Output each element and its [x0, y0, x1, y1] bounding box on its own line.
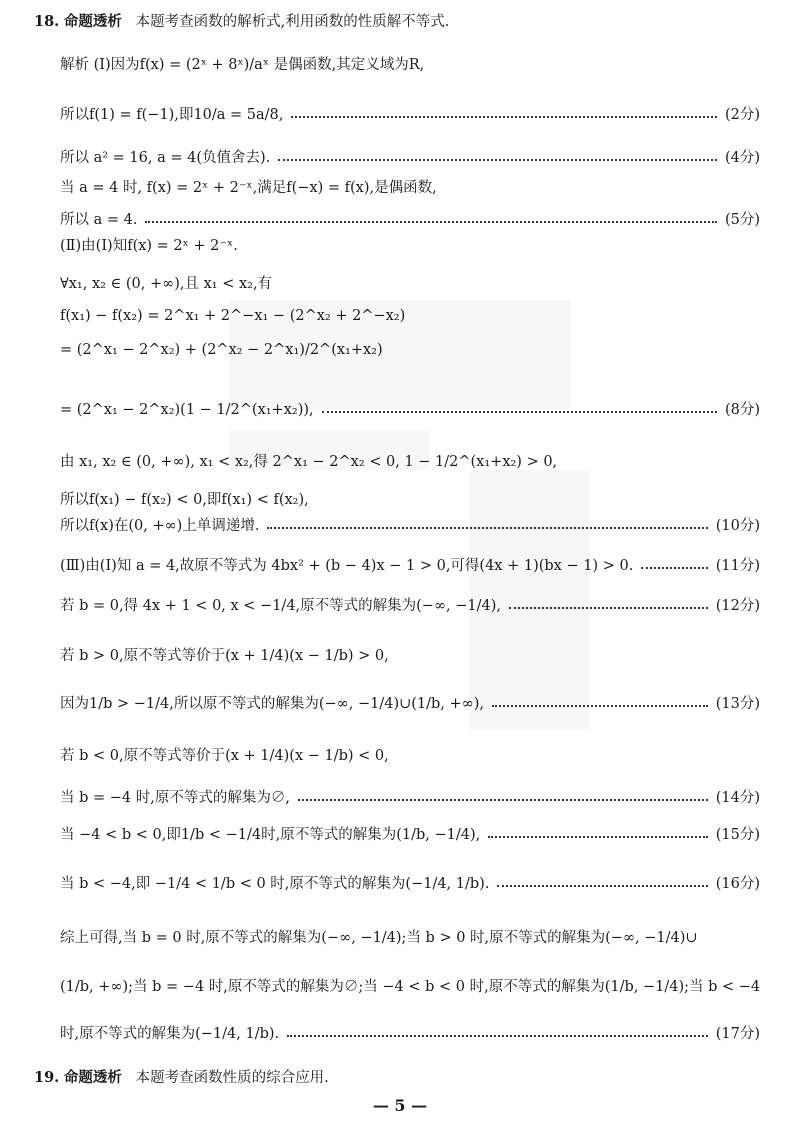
dot-leader: [492, 705, 708, 707]
solution-line: [60, 556, 760, 576]
score-label: (17分): [715, 1026, 760, 1042]
solution-text: (1/b, +∞);当 b = −4 时,原不等式的解集为∅;当 −4 < b < 0 时,原不等式的解集为(1/b, −1/4);当 b < −4: [60, 979, 761, 995]
solution-text: 时,原不等式的解集为(−1/4, 1/b).: [60, 1026, 280, 1042]
dot-leader: [287, 1035, 708, 1037]
score-label: (10分): [715, 518, 760, 534]
solution-line: [60, 977, 760, 997]
score-label: (2分): [724, 107, 760, 123]
score-label: (16分): [715, 876, 760, 892]
solution-line: [60, 490, 760, 510]
score-label: (8分): [724, 402, 760, 418]
score-label: (11分): [715, 558, 760, 574]
dot-leader: [267, 527, 707, 529]
solution-text: 所以f(1) = f(−1),即10/a = 5a/8,: [60, 107, 284, 123]
solution-text: 综上可得,当 b = 0 时,原不等式的解集为(−∞, −1/4);当 b > 0 时,原不等式的解集为(−∞, −1/4)∪: [60, 930, 698, 946]
solution-text: = (2^x₁ − 2^x₂) + (2^x₂ − 2^x₁)/2^(x₁+x₂): [60, 342, 383, 358]
solution-text: (Ⅲ)由(Ⅰ)知 a = 4,故原不等式为 4bx² + (b − 4)x − 1 > 0,可得(4x + 1)(bx − 1) > 0.: [60, 558, 634, 574]
solution-text: 所以f(x₁) − f(x₂) < 0,即f(x₁) < f(x₂),: [60, 492, 309, 508]
dot-leader: [322, 411, 717, 413]
solution-line: [60, 340, 760, 360]
solution-text: 当 −4 < b < 0,即1/b < −1/4时,原不等式的解集为(1/b, −1/4),: [60, 827, 481, 843]
solution-line: [60, 788, 760, 808]
solution-text: 解析 (Ⅰ)因为f(x) = (2ˣ + 8ˣ)/aˣ 是偶函数,其定义域为R,: [60, 57, 425, 73]
solution-text: 若 b < 0,原不等式等价于(x + 1/4)(x − 1/b) < 0,: [60, 748, 389, 764]
solution-line: [60, 646, 760, 666]
solution-text: 当 b = −4 时,原不等式的解集为∅,: [60, 790, 290, 806]
solution-line: [60, 178, 760, 198]
score-label: (15分): [715, 827, 760, 843]
solution-line: [60, 55, 760, 75]
dot-leader: [641, 567, 707, 569]
dot-leader: [291, 116, 717, 118]
solution-text: 当 b < −4,即 −1/4 < 1/b < 0 时,原不等式的解集为(−1/4, 1/b).: [60, 876, 490, 892]
solution-line: [60, 1024, 760, 1044]
q18-header: [34, 12, 760, 32]
q19-number: 19.: [34, 1069, 60, 1086]
solution-text: (Ⅱ)由(Ⅰ)知f(x) = 2ˣ + 2⁻ˣ.: [60, 238, 238, 254]
dot-leader: [298, 799, 708, 801]
q19-tag: 命题透析: [63, 1069, 122, 1086]
solution-line: [60, 210, 760, 230]
q19-header: [34, 1068, 760, 1088]
solution-line: [60, 306, 760, 326]
dot-leader: [278, 159, 717, 161]
solution-line: [60, 148, 760, 168]
solution-text: 所以f(x)在(0, +∞)上单调递增.: [60, 518, 260, 534]
solution-line: [60, 928, 760, 948]
q18-tag: 命题透析: [63, 13, 122, 30]
score-label: (12分): [715, 598, 760, 614]
solution-line: [60, 236, 760, 256]
solution-line: [60, 400, 760, 420]
solution-line: [60, 694, 760, 714]
solution-text: 由 x₁, x₂ ∈ (0, +∞), x₁ < x₂,得 2^x₁ − 2^x₂ < 0, 1 − 1/2^(x₁+x₂) > 0,: [60, 454, 558, 470]
solution-line: [60, 746, 760, 766]
solution-line: [60, 874, 760, 894]
score-label: (13分): [715, 696, 760, 712]
solution-text: ∀x₁, x₂ ∈ (0, +∞),且 x₁ < x₂,有: [60, 276, 273, 292]
solution-line: [60, 274, 760, 294]
dot-leader: [497, 885, 707, 887]
solution-text: 所以 a = 4.: [60, 212, 138, 228]
solution-text: 当 a = 4 时, f(x) = 2ˣ + 2⁻ˣ,满足f(−x) = f(x),是偶函数,: [60, 180, 437, 196]
dot-leader: [509, 607, 708, 609]
solution-line: [60, 516, 760, 536]
dot-leader: [145, 221, 716, 223]
score-label: (4分): [724, 150, 760, 166]
solution-line: [60, 105, 760, 125]
solution-line: [60, 596, 760, 616]
dot-leader: [488, 836, 708, 838]
solution-text: 若 b = 0,得 4x + 1 < 0, x < −1/4,原不等式的解集为(−∞, −1/4),: [60, 598, 502, 614]
solution-text: 若 b > 0,原不等式等价于(x + 1/4)(x − 1/b) > 0,: [60, 648, 389, 664]
score-label: (5分): [724, 212, 760, 228]
solution-text: 所以 a² = 16, a = 4(负值舍去).: [60, 150, 271, 166]
solution-line: [60, 452, 760, 472]
solution-text: 因为1/b > −1/4,所以原不等式的解集为(−∞, −1/4)∪(1/b, +∞),: [60, 696, 485, 712]
q18-number: 18.: [34, 13, 60, 30]
q19-header-text: 本题考查函数性质的综合应用.: [135, 1070, 329, 1086]
solution-line: [60, 825, 760, 845]
solution-text: f(x₁) − f(x₂) = 2^x₁ + 2^−x₁ − (2^x₂ + 2^−x₂): [60, 308, 406, 324]
page-number: — 5 —: [372, 1096, 428, 1115]
q18-header-text: 本题考查函数的解析式,利用函数的性质解不等式.: [135, 14, 450, 30]
solution-text: = (2^x₁ − 2^x₂)(1 − 1/2^(x₁+x₂)),: [60, 402, 314, 418]
score-label: (14分): [715, 790, 760, 806]
